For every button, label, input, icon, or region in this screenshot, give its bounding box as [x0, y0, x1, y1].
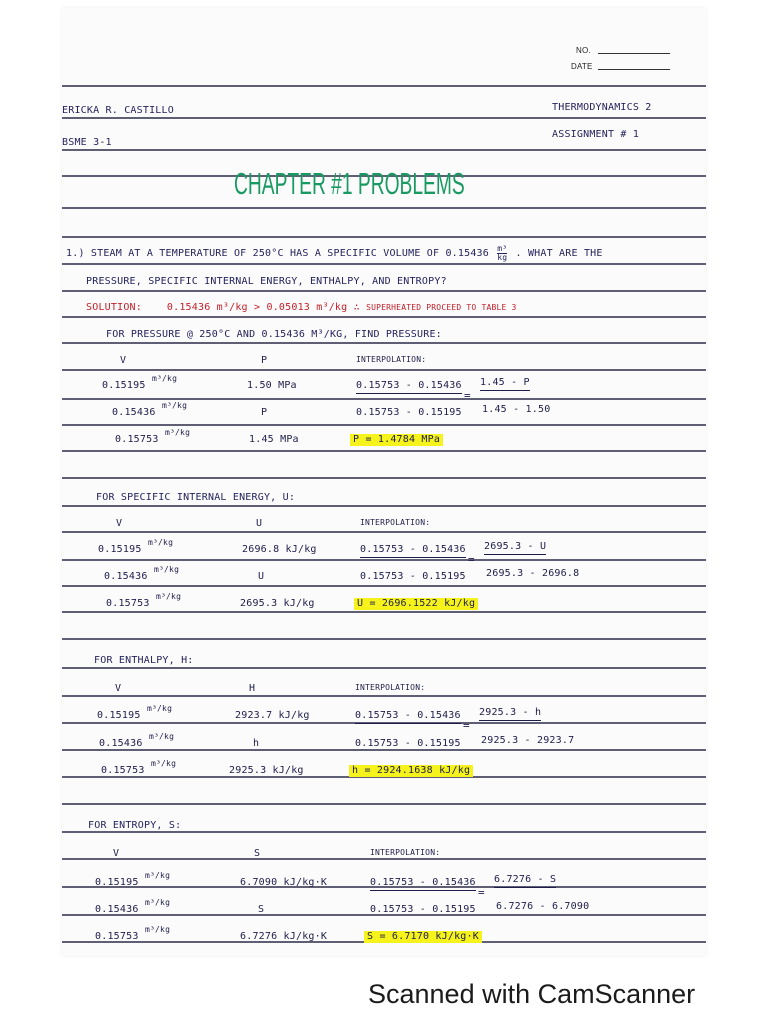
section-heading: FOR ENTHALPY, H: [94, 655, 194, 666]
solution-value-2: 0.05013 [266, 302, 311, 313]
solution-conclusion: SUPERHEATED PROCEED TO TABLE 3 [366, 303, 517, 312]
table-row-v-value: 0.15195 [98, 544, 142, 555]
equation-denominator-left: 0.15753 - 0.15195 [360, 571, 466, 582]
equation-denominator-right: 6.7276 - 6.7090 [496, 901, 590, 912]
equation-denominator-right: 2695.3 - 2696.8 [486, 568, 580, 579]
table-row-unit: m³/kg [148, 538, 174, 547]
interpolation-result: U = 2696.1522 kJ/kg [354, 598, 478, 610]
table-row-property: 6.7276 kJ/kg·K [240, 931, 328, 942]
column-header-v: V [113, 848, 120, 859]
equation-numerator-left: 0.15753 - 0.15436 [370, 878, 476, 891]
table-row-unit: m³/kg [154, 565, 180, 574]
solution-unit-2: m³/kg [316, 302, 348, 313]
column-header-v: V [116, 518, 123, 529]
column-header-v: V [115, 683, 122, 694]
interpolation-label: INTERPOLATION: [356, 355, 427, 364]
problem-text-suffix: . WHAT ARE THE [515, 248, 603, 259]
table-row-unit: m³/kg [156, 592, 182, 601]
table-row-v-value: 0.15436 [104, 571, 148, 582]
column-header-property: U [256, 518, 263, 529]
column-header-property: S [254, 848, 261, 859]
section-heading: FOR SPECIFIC INTERNAL ENERGY, U: [96, 492, 296, 503]
equals-sign: = [478, 886, 485, 899]
table-row-v-value: 0.15195 [97, 710, 141, 721]
table-row-unit: m³/kg [165, 428, 191, 437]
table-row-property: 2696.8 kJ/kg [242, 544, 317, 555]
table-row-v-value: 0.15753 [95, 931, 139, 942]
table-row-property: 1.50 MPa [247, 380, 297, 391]
table-row-unit: m³/kg [149, 732, 175, 741]
problem-unit [497, 245, 507, 262]
table-row-v-value: 0.15195 [95, 877, 139, 888]
table-row-unit: m³/kg [162, 401, 188, 410]
equation-numerator-right: 1.45 - P [480, 378, 530, 391]
page-title: CHAPTER #1 PROBLEMS [234, 166, 465, 201]
equation-denominator-left: 0.15753 - 0.15195 [355, 738, 461, 749]
equation-denominator-left: 0.15753 - 0.15195 [356, 407, 462, 418]
column-header-v: V [120, 355, 127, 366]
equation-denominator-right: 1.45 - 1.50 [482, 404, 551, 415]
table-row-v-value: 0.15195 [102, 380, 146, 391]
equation-numerator-right: 2695.3 - U [484, 542, 546, 555]
interpolation-label: INTERPOLATION: [370, 848, 441, 857]
camscanner-watermark: Scanned with CamScanner [368, 979, 696, 1009]
table-row-property: U [258, 571, 265, 582]
problem-line-2: PRESSURE, SPECIFIC INTERNAL ENERGY, ENTHALPY, AND ENTROPY? [86, 276, 447, 287]
section-heading: FOR PRESSURE @ 250°C AND 0.15436 M³/KG, FIND PRESSURE: [106, 329, 442, 340]
table-row-unit: m³/kg [152, 374, 178, 383]
solution-label: SOLUTION: [86, 302, 142, 313]
table-row-v-value: 0.15753 [115, 434, 159, 445]
table-row-property: 2923.7 kJ/kg [235, 710, 310, 721]
solution-gt: > [254, 302, 261, 313]
table-row-property: S [258, 904, 265, 915]
table-row-property: 2925.3 kJ/kg [229, 765, 304, 776]
problem-line-1 [66, 245, 603, 262]
equals-sign: = [468, 553, 475, 566]
equation-numerator-left: 0.15753 - 0.15436 [355, 711, 461, 724]
table-row-property: 6.7090 kJ/kg·K [240, 877, 328, 888]
table-row-v-value: 0.15753 [101, 765, 145, 776]
table-row-property: P [261, 407, 268, 418]
date-label: DATE [571, 62, 593, 71]
equals-sign: = [464, 389, 471, 402]
interpolation-result: P = 1.4784 MPa [350, 434, 443, 446]
table-row-property: h [253, 738, 260, 749]
section-heading: FOR ENTROPY, S: [88, 820, 182, 831]
table-row-unit: m³/kg [145, 898, 171, 907]
equals-sign: = [463, 719, 470, 732]
date-line [598, 69, 670, 70]
table-row-property: 2695.3 kJ/kg [240, 598, 315, 609]
interpolation-result: S = 6.7170 kJ/kg·K [364, 931, 482, 943]
table-row-unit: m³/kg [145, 925, 171, 934]
table-row-unit: m³/kg [151, 759, 177, 768]
table-row-unit: m³/kg [145, 871, 171, 880]
problem-unit-num: m³ [497, 244, 508, 253]
problem-unit-den: kg [497, 253, 508, 262]
course: THERMODYNAMICS 2 [552, 102, 652, 113]
table-row-unit: m³/kg [147, 704, 173, 713]
table-row-v-value: 0.15436 [95, 904, 139, 915]
therefore-symbol: ∴ [353, 302, 360, 313]
table-row-property: 1.45 MPa [249, 434, 299, 445]
equation-denominator-right: 2925.3 - 2923.7 [481, 735, 575, 746]
column-header-property: H [249, 683, 256, 694]
solution-line [86, 303, 517, 313]
interpolation-label: INTERPOLATION: [360, 518, 431, 527]
assignment-number: ASSIGNMENT # 1 [552, 129, 640, 140]
equation-denominator-left: 0.15753 - 0.15195 [370, 904, 476, 915]
no-line [598, 53, 670, 54]
equation-numerator-right: 2925.3 - h [479, 708, 541, 721]
problem-text: 1.) STEAM AT A TEMPERATURE OF 250°C HAS A SPECIFIC VOLUME OF 0.15436 [66, 248, 489, 259]
equation-numerator-left: 0.15753 - 0.15436 [356, 381, 462, 394]
student-name: ERICKA R. CASTILLO [62, 105, 174, 116]
interpolation-label: INTERPOLATION: [355, 683, 426, 692]
equation-numerator-left: 0.15753 - 0.15436 [360, 545, 466, 558]
no-label: NO. [576, 46, 591, 55]
table-row-v-value: 0.15436 [112, 407, 156, 418]
table-row-v-value: 0.15436 [99, 738, 143, 749]
solution-unit-1: m³/kg [216, 302, 248, 313]
column-header-property: P [261, 355, 268, 366]
table-row-v-value: 0.15753 [106, 598, 150, 609]
equation-numerator-right: 6.7276 - S [494, 875, 556, 888]
section: BSME 3-1 [62, 137, 112, 148]
solution-value-1: 0.15436 [166, 302, 211, 313]
interpolation-result: h = 2924.1638 kJ/kg [349, 765, 473, 777]
